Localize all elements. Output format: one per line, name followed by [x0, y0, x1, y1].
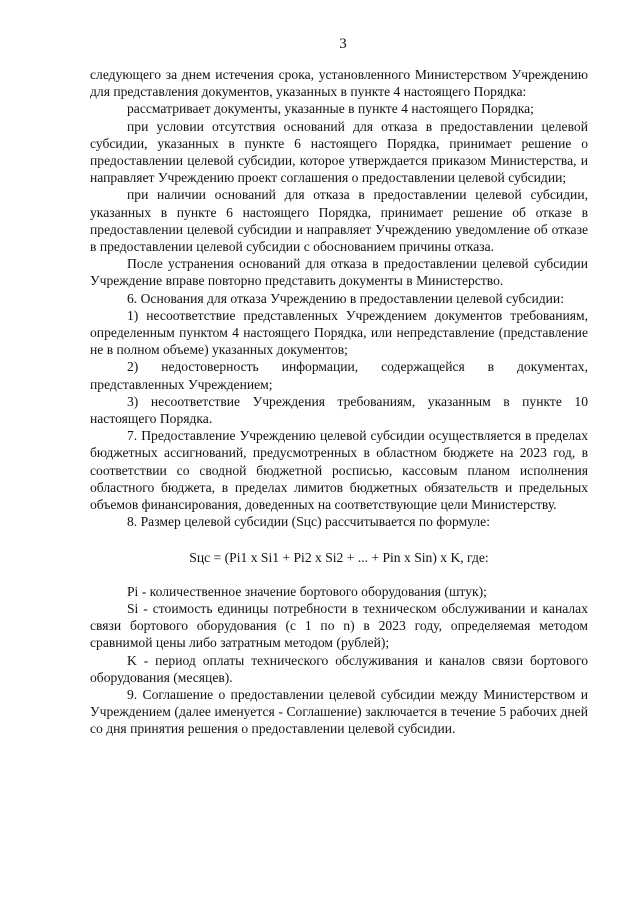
paragraph-item-9: 9. Соглашение о предоставлении целевой субсидии между Министерством и Учреждением (далее именуется - Соглашение) заключается в течение 5 рабочих дней со дня принятия решения о предоставлении целевой субсидии.: [90, 686, 588, 737]
paragraph-item-6-3: 3) несоответствие Учреждения требованиям, указанным в пункте 10 настоящего Порядка.: [90, 393, 588, 427]
paragraph-item-6: 6. Основания для отказа Учреждению в предоставлении целевой субсидии:: [127, 290, 564, 306]
paragraph-item-6-1: 1) несоответствие представленных Учреждением документов требованиям, определенным пунктом 4 настоящего Порядка, или непредставление (представление не в полном объеме) указанных документов;: [90, 307, 588, 358]
paragraph-resubmission: После устранения оснований для отказа в предоставлении целевой субсидии Учреждение вправе повторно представить документы в Министерство.: [90, 256, 588, 289]
paragraph-pi-definition: Pi - количественное значение бортового оборудования (штук);: [127, 583, 487, 599]
paragraph-item-6-2: 2) недостоверность информации, содержащейся в документах, представленных Учреждением;: [90, 359, 588, 392]
paragraph-review-documents: рассматривает документы, указанные в пункте 4 настоящего Порядка;: [127, 101, 534, 117]
paragraph-k-definition: K - период оплаты технического обслуживания и каналов связи бортового оборудования (месяцев).: [90, 652, 588, 685]
paragraph-continuation: следующего за днем истечения срока, установленного Министерством Учреждению для представления документов, указанных в пункте 4 настоящего Порядка:: [90, 67, 588, 100]
paragraph-grant-decision: при условии отсутствия оснований для отказа в предоставлении целевой субсидии, указанных в пункте 6 настоящего Порядка, принимает решение о предоставлении целевой субсидии, которое утверждается приказом Министерства, и направляет Учреждению проект соглашения о предоставлении целевой субсидии;: [90, 118, 588, 186]
paragraph-si-definition: Si - стоимость единицы потребности в техническом обслуживании и каналах связи бортового оборудования (с 1 по n) в 2023 году, определяемая методом сравнимой цены либо затратным методом (рублей);: [90, 600, 588, 651]
paragraph-refusal-decision: при наличии оснований для отказа в предоставлении целевой субсидии, указанных в пункте 6 настоящего Порядка, принимает решение об отказе в предоставлении целевой субсидии и направляет Учреждению уведомление об отказе в предоставлении целевой субсидии с обоснованием причины отказа.: [90, 187, 588, 255]
subsidy-formula: Sцс = (Pi1 x Si1 + Pi2 x Si2 + ... + Pin x Sin) x K, где:: [189, 550, 489, 566]
paragraph-item-7: 7. Предоставление Учреждению целевой субсидии осуществляется в пределах бюджетных ассигнований, предусмотренных в областном бюджете на 2023 год, в соответствии со сводной бюджетной росписью, кассовым планом исполнения областного бюджета, в пределах лимитов бюджетных обязательств и предельных объемов финансирования, доведенных на соответствующие цели Министерству.: [90, 428, 588, 513]
page-number: 3: [339, 36, 347, 52]
paragraph-item-8: 8. Размер целевой субсидии (Sцс) рассчитывается по формуле:: [127, 514, 490, 530]
